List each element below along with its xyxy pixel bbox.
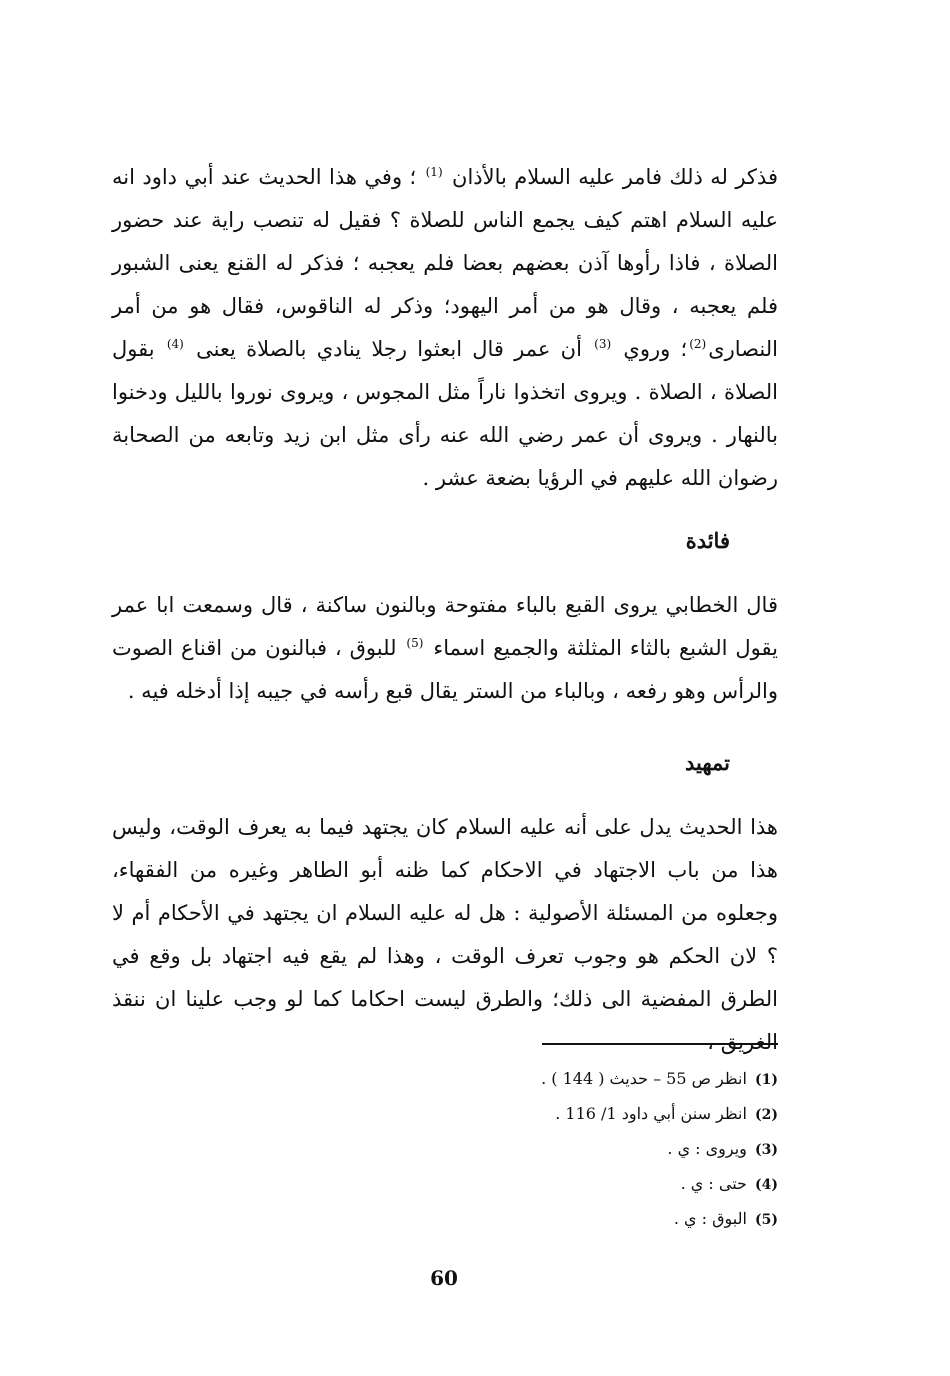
footnote-ref-4: (4) [166,337,184,351]
paragraph-3: هذا الحديث يدل على أنه عليه السلام كان يجتهد فيما به يعرف الوقت، وليس هذا من باب الاجتهاد في الاحكام كما ظنه أبو الطاهر وغيره من الفقهاء، وجعلوه من المسئلة الأصولية : هل له عليه السلام ان يجتهد في الأحكام أم لا ؟ لان الحكم هو وجوب تعرف الوقت ، وهذا لم يقع فيه اجتهاد بل وقع في الطرق المفضية الى ذلك؛ والطرق ليست احكاما كما لو وجب علينا ان ننقذ الغريق ، [112,815,778,1054]
heading-faida: فائدة [685,528,730,553]
footnote-ref-3: (3) [594,337,612,351]
footnote-text: انظر ص 55 – حديث ( 144 ) . [541,1069,747,1088]
footnote-item [338,1167,778,1202]
paragraph-2-part-2: للبوق ، فبالنون من اقناع الصوت والرأس وهو رفعه ، وبالباء من الستر يقال قبع رأسه في جيبه إذا أدخله فيه . [112,636,778,703]
footnote-ref-1: (1) [425,165,443,179]
footnotes-list [338,1062,778,1237]
paragraph-1-part-3: ؛ وروي [623,337,688,361]
footnote-number: (3) [755,1142,778,1158]
paragraph-2 [112,584,778,713]
footnote-text: البوق : ي . [673,1209,747,1228]
paragraph-1-part-2: ؛ وفي هذا الحديث عند أبي داود انه عليه السلام اهتم كيف يجمع الناس للصلاة ؟ فقيل له تنصب راية عند حضور الصلاة ، فاذا رأوها آذن بعضهم بعضا فلم يعجبه ؛ فذكر له القنع يعنى الشبور فلم يعجبه ، وقال هو من أمر اليهود؛ وذكر له الناقوس، فقال هو من أمر النصارى [112,165,778,361]
footnote-text: انظر سنن أبي داود 1/ 116 . [555,1104,747,1123]
footnote-item [338,1097,778,1132]
footnote-ref-5: (5) [406,636,424,650]
footnote-item [338,1062,778,1097]
footnote-ref-2: (2) [689,337,707,351]
footnote-item [338,1202,778,1237]
footnote-number: (1) [755,1072,778,1088]
footnote-text: حتى : ي . [680,1174,747,1193]
footnote-number: (2) [755,1107,778,1123]
footnote-text: ويروى : ي . [667,1139,747,1158]
footnote-divider [542,1043,778,1045]
footnote-number: (4) [755,1177,778,1193]
heading-tamhid: تمهيد [684,750,730,775]
page-number: 60 [430,1266,458,1290]
paragraph-1-part-1: فذكر له ذلك فامر عليه السلام بالأذان [452,165,778,189]
paragraph-1 [112,156,778,500]
footnote-item [338,1132,778,1167]
paragraph-2-part-1: قال الخطابي يروى القبع بالباء مفتوحة وبالنون ساكنة ، قال وسمعت ابا عمر يقول الشبع بالثاء المثلثة والجميع اسماء [112,593,778,660]
footnote-number: (5) [755,1212,778,1228]
paragraph-1-part-5: بقول الصلاة ، الصلاة . ويروى اتخذوا ناراً مثل المجوس ، ويروى نوروا بالليل ودخنوا بالنهار . ويروى أن عمر رضي الله عنه رأى مثل ابن زيد وتابعه من الصحابة رضوان الله عليهم في الرؤيا بضعة عشر . [112,337,778,490]
paragraph-1-part-4: أن عمر قال ابعثوا رجلا ينادي بالصلاة يعنى [196,337,582,361]
